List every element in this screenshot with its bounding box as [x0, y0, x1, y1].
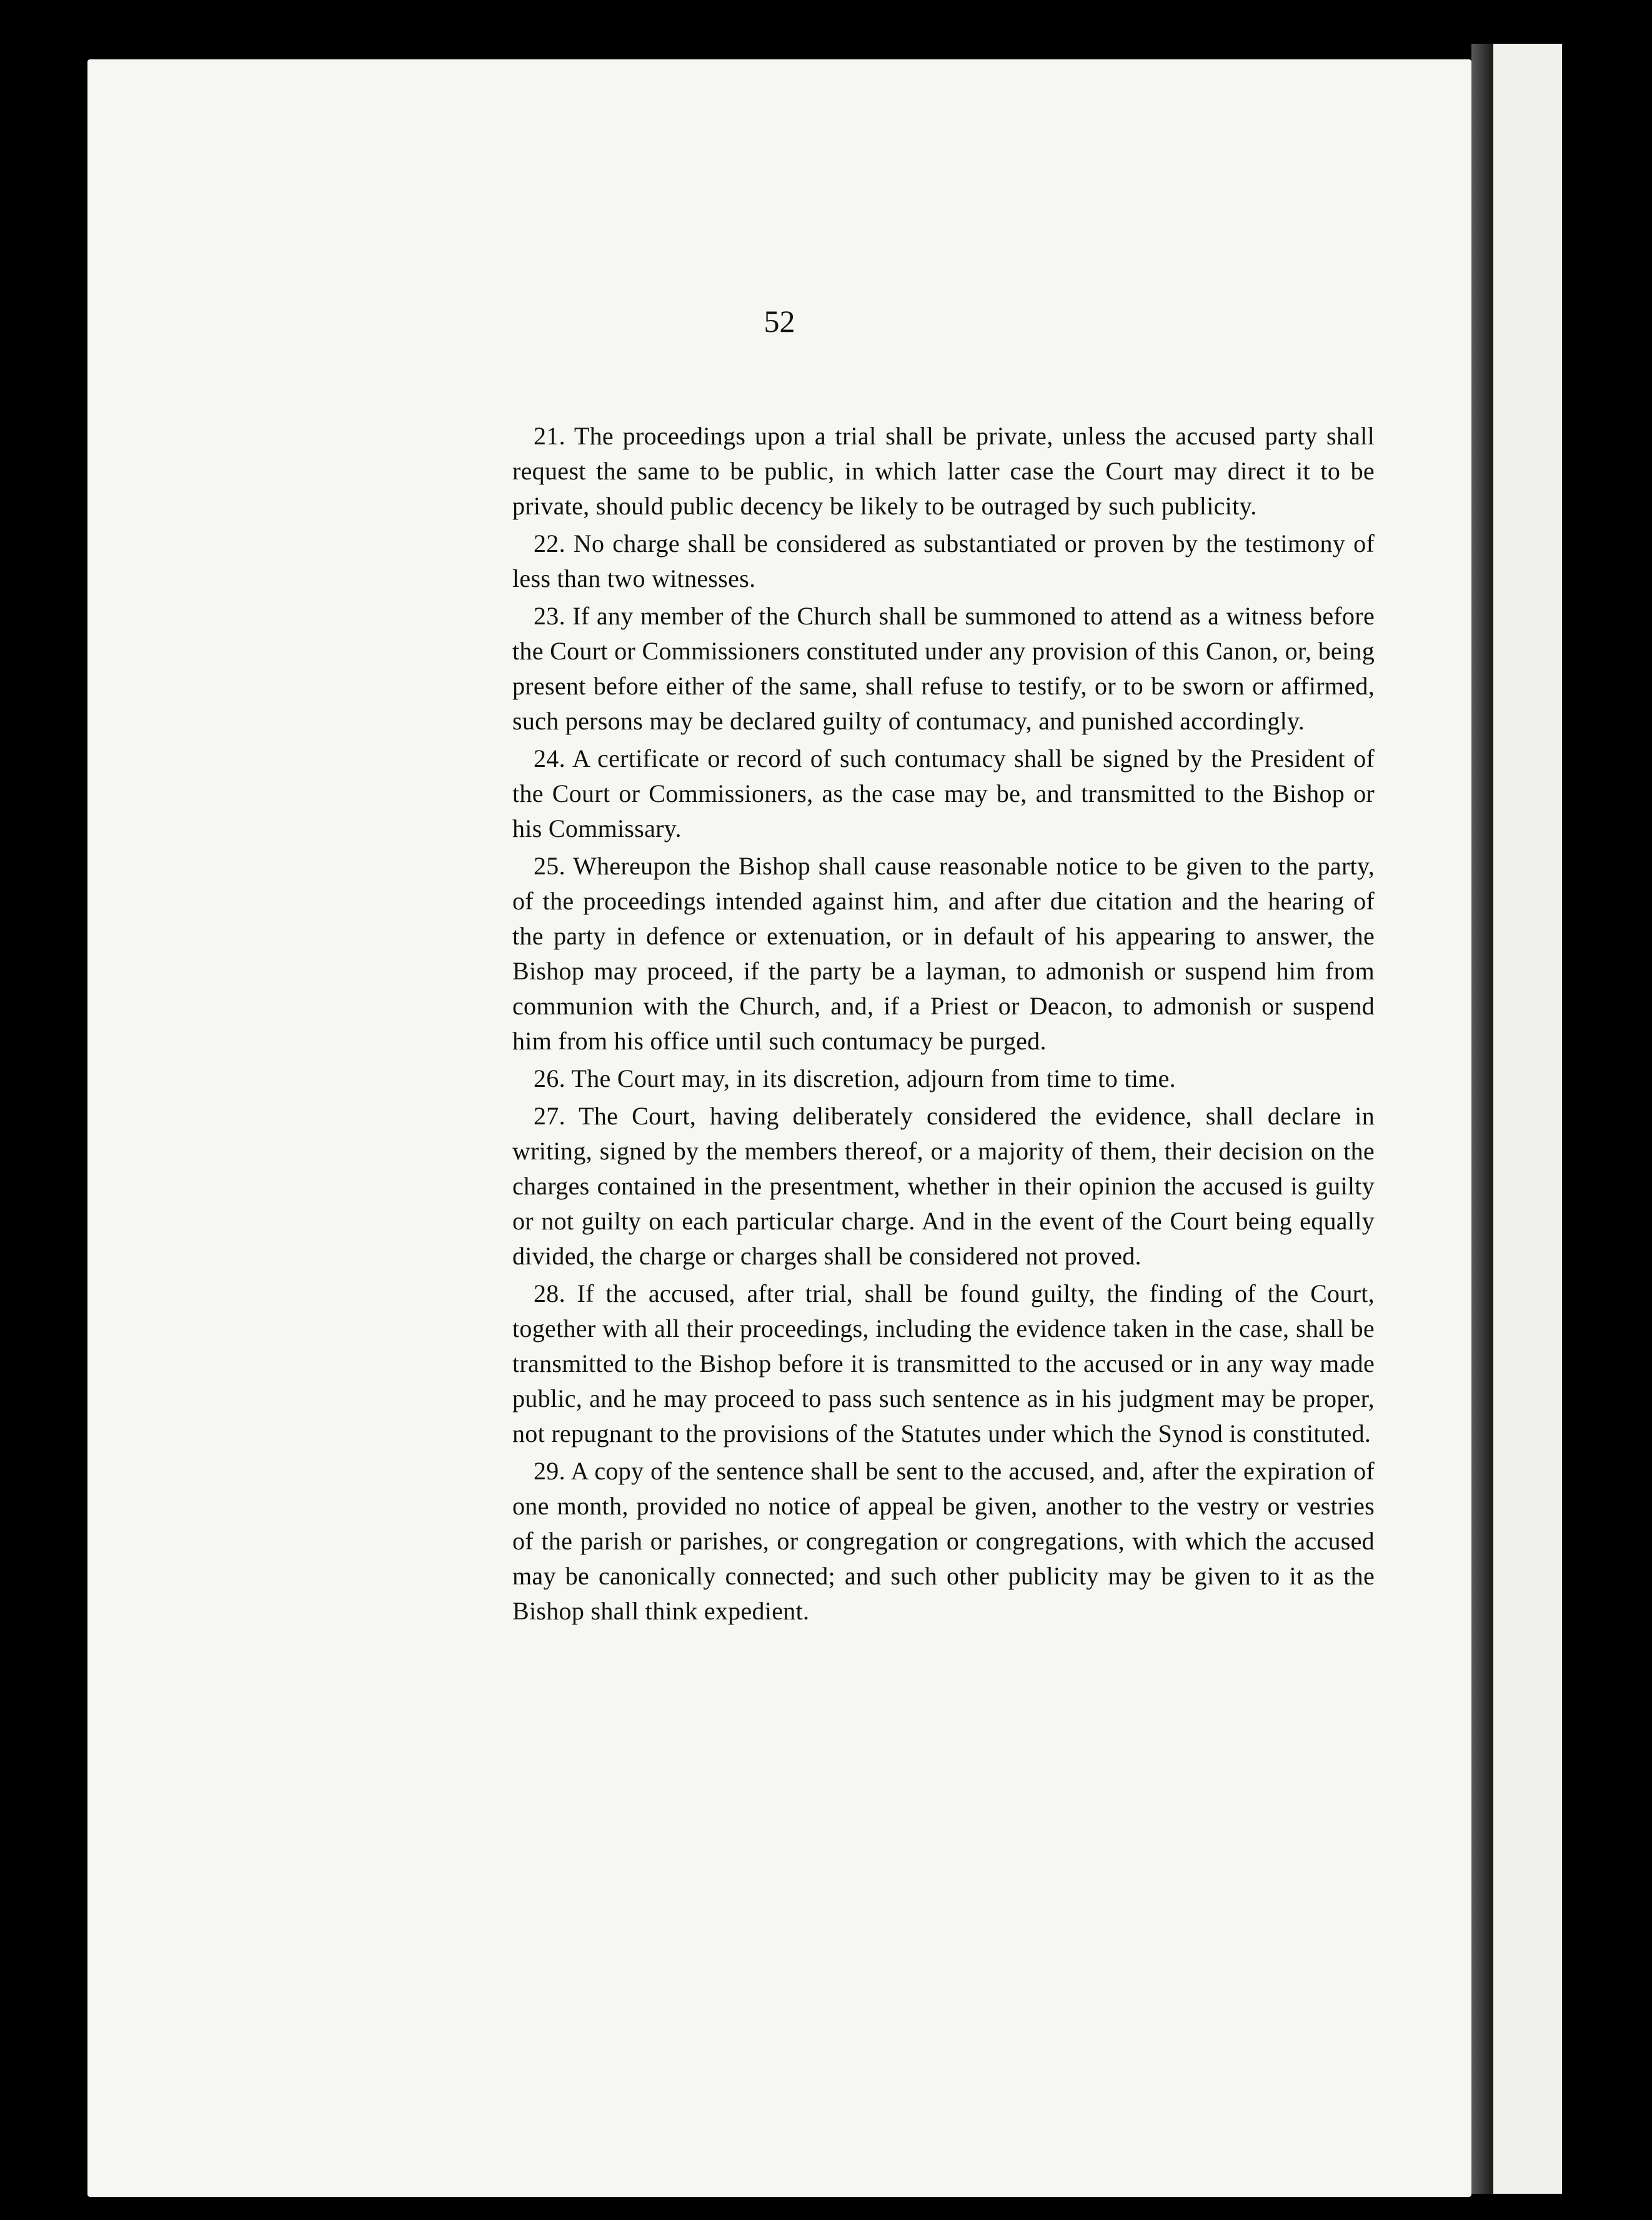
paragraph-22: 22. No charge shall be considered as substantiated or proven by the testimony of less than two witnesses.	[512, 529, 1375, 592]
paragraph-21: 21. The proceedings upon a trial shall be private, unless the accused party shall request the same to be public, in which latter case the Court may direct it to be private, should public decency be likely to be outraged by such publicity.	[512, 422, 1375, 520]
paragraph-25: 25. Whereupon the Bishop shall cause reasonable notice to be given to the party, of the proceedings intended against him, and after due citation and the hearing of the party in defence or extenuation, or in default of his appearing to answer, the Bishop may proceed, if the party be a layman, to admonish or suspend him from communion with the Church, and, if a Priest or Deacon, to admonish or suspend him from his office until such contumacy be purged.	[512, 852, 1375, 1055]
paragraph-26: 26. The Court may, in its discretion, adjourn from time to time.	[534, 1064, 1176, 1092]
book-gutter	[1471, 44, 1493, 2194]
paragraph-28: 28. If the accused, after trial, shall be found guilty, the finding of the Court, together with all their proceedings, including the evidence taken in the case, shall be transmitted to the Bishop before it is transmitted to the accused or in any way made public, and he may proceed to pass such sentence as in his judgment may be proper, not repugnant to the provisions of the Statutes under which the Synod is constituted.	[512, 1279, 1375, 1448]
paragraph-29: 29. A copy of the sentence shall be sent to the accused, and, after the expiration of one month, provided no notice of appeal be given, another to the vestry or vestries of the parish or parishes, or congregation or congregations, with which the accused may be canonically connected; and such other publicity may be given to it as the Bishop shall think expedient.	[512, 1457, 1375, 1625]
paragraph-24: 24. A certificate or record of such contumacy shall be signed by the President of the Court or Commissioners, as the case may be, and transmitted to the Bishop or his Commissary.	[512, 744, 1375, 842]
canon-text	[512, 419, 1375, 1631]
document-page	[87, 59, 1471, 2197]
paragraph-27: 27. The Court, having deliberately considered the evidence, shall declare in writing, signed by the members thereof, or a majority of them, their decision on the charges contained in the presentment, whether in their opinion the accused is guilty or not guilty on each particular charge. And in the event of the Court being equally divided, the charge or charges shall be considered not proved.	[512, 1102, 1375, 1270]
paragraph-23: 23. If any member of the Church shall be summoned to attend as a witness before the Court or Commissioners constituted under any provision of this Canon, or, being present before either of the same, shall refuse to testify, or to be sworn or affirmed, such persons may be declared guilty of contumacy, and punished accordingly.	[512, 602, 1375, 735]
facing-page-edge	[1493, 44, 1562, 2194]
page-number: 52	[764, 304, 795, 339]
